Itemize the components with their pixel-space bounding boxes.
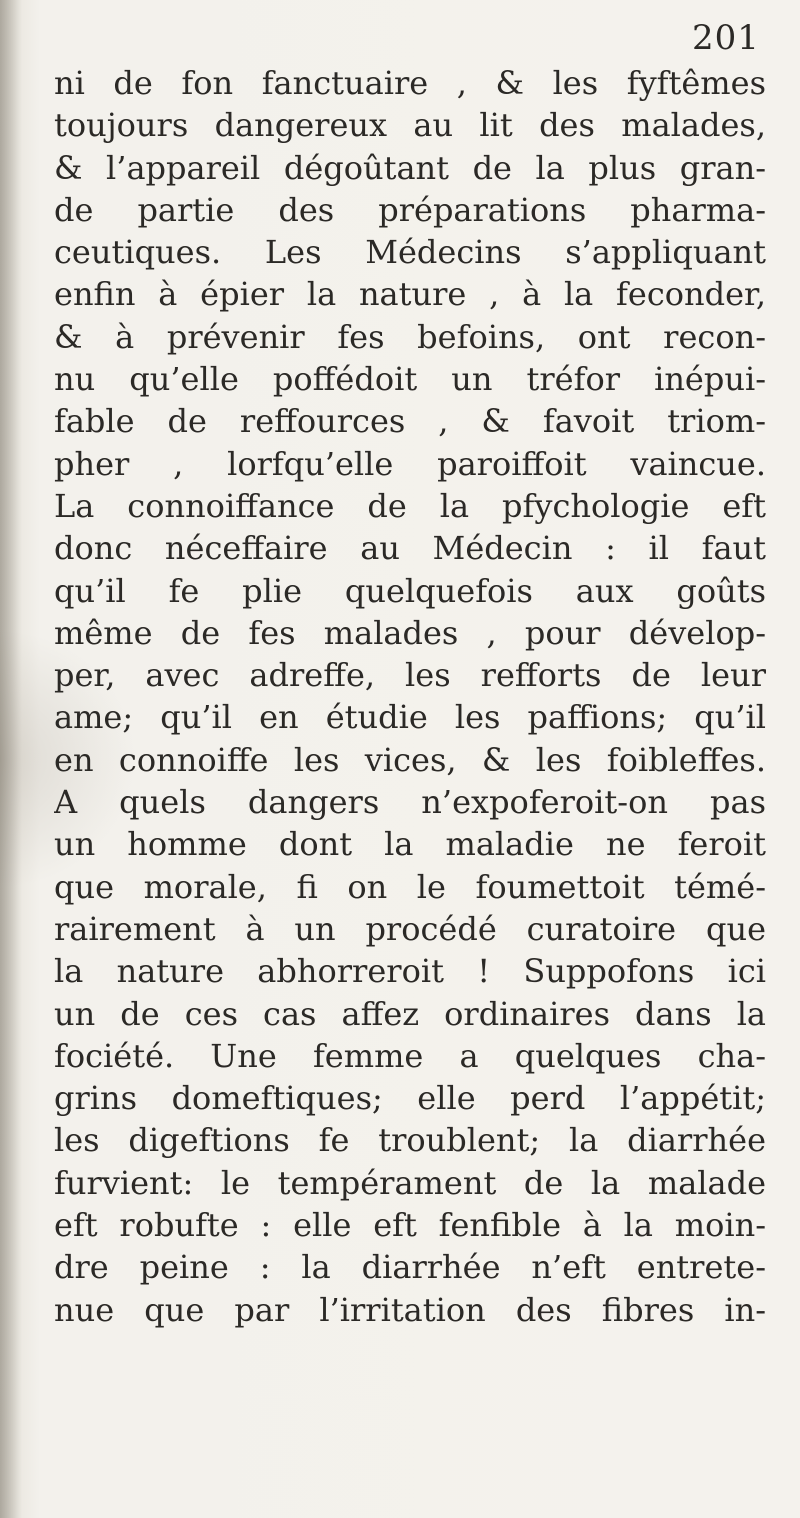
text-line: la nature abhorreroit ! Suppofons ici: [54, 952, 766, 991]
text-line: pher , lorfqu’elle paroiffoit vaincue.: [54, 444, 766, 483]
text-line: toujours dangereux au lit des malades,: [54, 106, 766, 145]
text-line: fable de reffources , & favoit triom-: [54, 402, 766, 441]
text-line: ni de fon fanctuaire , & les fyftêmes: [54, 64, 766, 102]
text-line: ceutiques. Les Médecins s’appliquant: [54, 233, 766, 272]
text-line: qu’il fe plie quelquefois aux goûts: [54, 571, 766, 610]
text-line: ame; qu’il en étudie les paffions; qu’il: [54, 698, 766, 737]
page-number: 201: [692, 18, 760, 58]
text-line: furvient: le tempérament de la malade: [54, 1163, 766, 1202]
text-line: les digeftions fe troublent; la diarrhée: [54, 1121, 766, 1160]
text-line: & l’appareil dégoûtant de la plus gran-: [54, 148, 766, 187]
text-line: per, avec adreffe, les refforts de leur: [54, 656, 766, 695]
text-line: rairement à un procédé curatoire que: [54, 909, 766, 948]
text-line: nu qu’elle poffédoit un tréfor inépui-: [54, 360, 766, 399]
text-line: A quels dangers n’expoferoit-on pas: [54, 783, 766, 822]
body-text: [54, 62, 766, 1331]
text-line: grins domeftiques; elle perd l’appétit;: [54, 1079, 766, 1118]
text-line: eft robufte : elle eft fenfible à la moin-: [54, 1206, 766, 1245]
text-line: que morale, fi on le foumettoit témé-: [54, 867, 766, 906]
text-line: en connoiffe les vices, & les foibleffes.: [54, 740, 766, 779]
text-line: nue que par l’irritation des fibres in-: [54, 1290, 766, 1329]
text-line: même de fes malades , pour dévelop-: [54, 613, 766, 652]
text-line: donc néceffaire au Médecin : il faut: [54, 529, 766, 568]
text-line: enfin à épier la nature , à la feconder,: [54, 275, 766, 314]
text-line: dre peine : la diarrhée n’eft entrete-: [54, 1248, 766, 1287]
text-line: La connoiffance de la pfychologie eft: [54, 486, 766, 525]
text-line: & à prévenir fes befoins, ont recon-: [54, 317, 766, 356]
page-gutter-shadow: [0, 0, 22, 1518]
text-line: de partie des préparations pharma-: [54, 190, 766, 229]
text-line: un homme dont la maladie ne feroit: [54, 825, 766, 864]
text-line: un de ces cas affez ordinaires dans la: [54, 994, 766, 1033]
text-line: fociété. Une femme a quelques cha-: [54, 1036, 766, 1075]
